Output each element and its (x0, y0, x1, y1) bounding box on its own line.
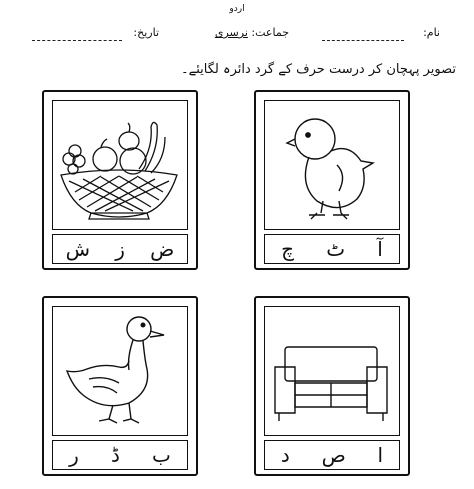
letter-row (264, 234, 400, 264)
instruction-text: تصویر پہچان کر درست حرف کے گرد دائرہ لگایئے۔ (180, 62, 456, 77)
class-field (215, 26, 289, 39)
class-value: نرسری (214, 26, 248, 39)
letter-option[interactable]: د (280, 443, 290, 467)
letter-option[interactable]: ا (377, 443, 384, 467)
fruit-basket-picture (52, 100, 188, 230)
chick-picture (264, 100, 400, 230)
card-sofa (254, 296, 410, 476)
card-chick (254, 90, 410, 270)
letter-row (264, 440, 400, 470)
letter-row (52, 440, 188, 470)
card-fruit-basket (42, 90, 198, 270)
letter-option[interactable]: ش (65, 237, 91, 261)
date-label: تاریخ: (133, 26, 159, 39)
letter-option[interactable]: ڈ (110, 443, 120, 467)
letter-option[interactable]: چ (281, 237, 295, 261)
class-label: جماعت: (251, 26, 289, 39)
sofa-icon (265, 307, 397, 435)
chick-icon (265, 101, 397, 229)
name-label: نام: (423, 26, 440, 39)
name-blank[interactable] (322, 30, 404, 41)
duck-icon (53, 307, 185, 435)
sofa-picture (264, 306, 400, 436)
letter-option[interactable]: ب (152, 443, 171, 467)
letter-option[interactable]: ز (115, 237, 125, 261)
letter-option[interactable]: آ (377, 237, 383, 261)
letter-option[interactable]: ض (150, 237, 175, 261)
card-duck (42, 296, 198, 476)
date-field[interactable] (133, 26, 159, 39)
fruit-basket-icon (53, 101, 185, 229)
letter-option[interactable]: ٹ (326, 237, 346, 261)
letter-option[interactable]: ص (321, 443, 346, 467)
duck-picture (52, 306, 188, 436)
letter-row (52, 234, 188, 264)
subject-title: اردو (229, 4, 245, 14)
letter-option[interactable]: ر (69, 443, 79, 467)
date-blank[interactable] (32, 30, 122, 41)
name-field[interactable] (423, 26, 440, 39)
